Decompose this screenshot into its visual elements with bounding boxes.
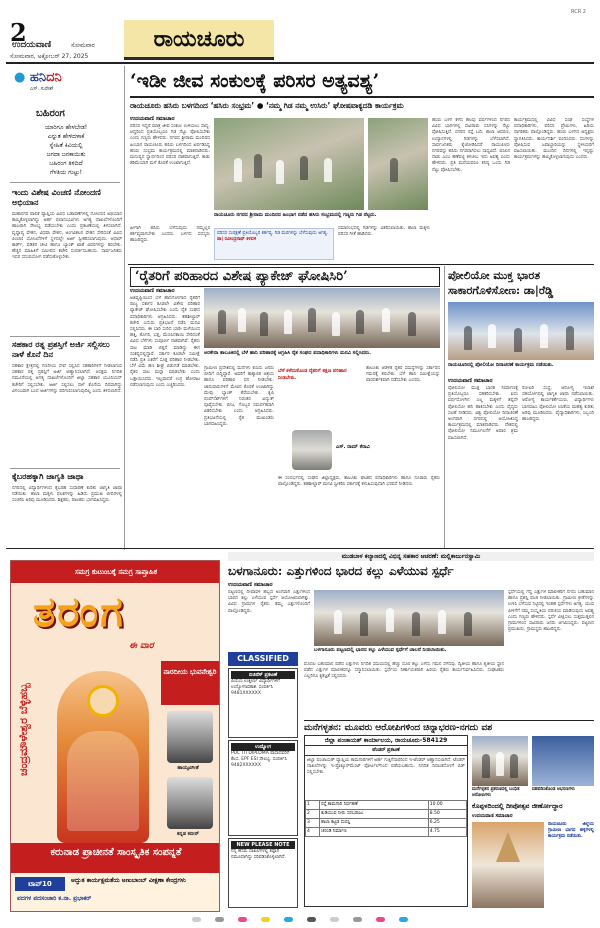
- person-figure: [540, 324, 548, 348]
- person-figure: [300, 156, 308, 180]
- person-figure: [276, 160, 284, 184]
- page-number: 2: [10, 18, 27, 47]
- classified-box-3: [228, 838, 298, 908]
- farmers-body-col1: ಅತಿವೃಷ್ಟಿಯಿಂದ ಬೆಳೆ ಹಾನಿಗೊಳಗಾದ ರೈತರಿಗೆ ರಾಜ್ಯ ಸರ್ಕಾರ ಕೂಡಲೇ ವಿಶೇಷ ಪರಿಹಾರ ಪ್ಯಾಕೇಜ್ ಘೋಷಿಸಬೇಕು ಎಂದು ರೈತ ಸಂಘದ ಪದಾಧಿಕಾರಿಗಳು ಆಗ್ರಹಿಸಿದರು. ತಹಶೀಲ್ದಾರ್ ಕಚೇರಿ ಎದುರು ಪ್ರತಿಭಟನೆ ನಡೆಸಿ ಮನವಿ ಸಲ್ಲಿಸಿದರು. ಈ ಬಾರಿ ಸುರಿದ ಭಾರೀ ಮಳೆಯಿಂದ ಹತ್ತಿ, ತೊಗರಿ, ಭತ್ತ, ಮೆಣಸಿನಕಾಯಿ ಸೇರಿದಂತೆ ವಿವಿಧ ಬೆಳೆಗಳು ಸಂಪೂರ್ಣ ನಾಶವಾಗಿವೆ. ರೈತರು ಸಾಲ ಮಾಡಿ ಬಿತ್ತನೆ ಮಾಡಿದ್ದು ಈಗ ಸಂಕಷ್ಟದಲ್ಲಿದ್ದಾರೆ. ಸರ್ಕಾರ ಕೂಡಲೇ ಸಮೀಕ್ಷೆ ನಡೆಸಿ ಪ್ರತಿ ಎಕರೆಗೆ ಸೂಕ್ತ ಪರಿಹಾರ ನೀಡಬೇಕು. ಬೆಳೆ ವಿಮೆ ಹಣ ಶೀಘ್ರ ಬಿಡುಗಡೆ ಮಾಡಬೇಕು. ರೈತರ ಸಾಲ ಮನ್ನಾ ಮಾಡಬೇಕು ಎಂದು ಒತ್ತಾಯಿಸಿದರು. ಇಲ್ಲವಾದರೆ ಉಗ್ರ ಹೋರಾಟ ನಡೆಸಲಾಗುವುದು ಎಂದು ಎಚ್ಚರಿಸಿದರು.: [130, 296, 200, 388]
- goddess-body-icon: [67, 731, 139, 831]
- section-masthead: ರಾಯಚೂರು: [124, 20, 274, 60]
- lead-photo: [214, 118, 364, 210]
- person-figure: [260, 312, 268, 336]
- person-figure: [332, 312, 340, 336]
- story-body: ಸಹಕಾರ ಕ್ಷೇತ್ರದಲ್ಲಿ ಗಣನೀಯ ಸೇವೆ ಸಲ್ಲಿಸಿದ ಸಹಕಾರಿಗಳಿಗೆ ನೀಡಲಾಗುವ ಸಹಕಾರ ರತ್ನ ಪ್ರಶಸ್ತಿಗೆ ಅರ್ಜಿ ಆಹ್ವಾನಿಸಲಾಗಿದೆ. ಆಸಕ್ತರು ನಿಗದಿತ ನಮೂನೆಯಲ್ಲಿ ಅಗತ್ಯ ದಾಖಲೆಗಳೊಂದಿಗೆ ಜಿಲ್ಲಾ ಸಹಕಾರ ಯೂನಿಯನ್ ಕಚೇರಿಗೆ ಸಲ್ಲಿಸಬೇಕು. ಅರ್ಜಿ ಸಲ್ಲಿಸಲು ನಾಳೆ ಕೊನೆಯ ದಿನವಾಗಿದ್ದು ವಿಳಂಬವಾಗಿ ಬಂದ ಅರ್ಜಿಗಳನ್ನು ಪರಿಗಣಿಸಲಾಗುವುದಿಲ್ಲ ಎಂದು ತಿಳಿಸಲಾಗಿದೆ.: [12, 364, 122, 394]
- right-box-text: ರಾಯಚೂರು ಜಿಲ್ಲೆಯ ಗ್ರಾಮೀಣ ಭಾಗದ ಹಳ್ಳಿಗಳಲ್ಲಿ ಕಾರ್ಯಕ್ರಮ ನಡೆಯಿತು.: [548, 822, 594, 840]
- registration-mark: [215, 917, 224, 922]
- header-rule: [6, 62, 594, 64]
- notice-row: [306, 819, 467, 828]
- divider: [10, 336, 120, 337]
- page-code: RCR 2: [571, 9, 586, 15]
- ad-author: ಪದಗಳ ಪದಸಂಚಾರಿ ಕ.ನಾ. ಪ್ರಭಾಕರ್: [17, 895, 92, 902]
- person-figure: [218, 310, 226, 334]
- farmers-quote: [278, 368, 358, 428]
- temple-byline: ಉದಯವಾಣಿ ಸಮಾಚಾರ: [472, 813, 513, 819]
- classified-box-2: [228, 740, 298, 836]
- person-figure: [308, 308, 316, 332]
- registration-mark: [238, 917, 247, 922]
- person-figure: [390, 158, 398, 182]
- registration-mark: [330, 917, 339, 922]
- person-figure: [510, 754, 518, 778]
- temple-headline: ಕೊಪ್ಪಳದಿಂದಲ್ಲಿ ದೀಪೋತ್ಸವ ಜೀರ್ಣೋದ್ಧಾರ: [472, 802, 563, 810]
- stone-kicker: ಮುಡಬಾಳ ಕಲ್ಯಾಣದಲ್ಲಿ ವಿಭಿನ್ನ ಸಹಕಾರ ಆಚರಣೆ: ಮಲ್ಲಿಕಾರ್ಜುನಸ್ವಾಮಿ: [228, 552, 594, 561]
- date-line: ಸೋಮವಾರ, ಅಕ್ಟೋಬರ್ 27, 2025: [10, 53, 89, 60]
- notice-cell: 2: [306, 810, 320, 819]
- honey-author: ಎಸ್. ಸುರೇಶ್: [30, 86, 54, 92]
- story-title-award: ಸಹಕಾರ ರತ್ನ ಪ್ರಶಸ್ತಿಗೆ ಅರ್ಜಿ ಸಲ್ಲಿಸಲು ನಾಳೆ ಕೊನೆ ದಿನ: [12, 340, 110, 359]
- ad-issue-text: ಅದ್ಭುತ ಕಾರ್ಯಕ್ಷಮತೆಯ ಅಣುಬಾಂಬ್ ವೀಕ್ಷಣಾ ಕೇಂದ್ರಗಳು: [71, 877, 186, 884]
- honey-logo-suffix: ದನಿ: [46, 70, 62, 85]
- theft-photo-accused: [472, 736, 528, 786]
- tarang-advertisement[interactable]: [10, 560, 220, 912]
- person-figure: [238, 308, 246, 332]
- person-figure: [488, 324, 496, 348]
- classified-box-1: [228, 668, 298, 738]
- person-figure: [566, 326, 574, 350]
- portrait-1-label: ಹಾಯ್ಕಟಿಗೀತೆ: [177, 765, 199, 771]
- lead-quote-author: ಡಾ| ರವೀಂದ್ರನಾಥ್ ಕಳವಳಿ: [217, 237, 257, 242]
- person-figure: [514, 328, 522, 352]
- notice-subtitle: ಟೆಂಡರ್ ಪ್ರಕಟಣೆ: [305, 746, 467, 756]
- farmers-quote-author: ಎಸ್. ರಾಮ್ ಕೆರಾವಿ: [336, 444, 370, 450]
- stone-body-col3: ಸ್ಪರ್ಧೆಯಲ್ಲಿ ಗೆದ್ದ ಎತ್ತುಗಳ ಮಾಲೀಕರಿಗೆ ನಗದು ಬಹುಮಾನ ಹಾಗೂ ಪ್ರಶಸ್ತಿ ಫಲಕ ನೀಡಲಾಯಿತು. ಗ್ರಾಮೀಣ ಕ್ರೀಡೆಗಳನ್ನು ಉಳಿಸಿ ಬೆಳೆಸುವ ನಿಟ್ಟಿನಲ್ಲಿ ಇಂತಹ ಸ್ಪರ್ಧೆಗಳು ಅಗತ್ಯ. ಯುವ ಪೀಳಿಗೆಗೆ ನಮ್ಮ ಸಂಸ್ಕೃತಿಯ ಪರಿಚಯ ಮಾಡಿಸುವುದು ಅವಶ್ಯ ಎಂದು ಗಣ್ಯರು ಹೇಳಿದರು. ಸ್ಪರ್ಧೆ ವೀಕ್ಷಿಸಲು ಸುತ್ತಮುತ್ತಲಿನ ಗ್ರಾಮಗಳಿಂದ ಸಾವಿರಾರು ಜನರು ಆಗಮಿಸಿದ್ದರು. ಪಟ್ಟಣದ ಪ್ರಮುಖರು, ಗ್ರಾಮಸ್ಥರು ಹಾಜರಿದ್ದರು.: [508, 590, 594, 633]
- person-figure: [482, 754, 490, 778]
- notice-cell: 3: [306, 819, 320, 828]
- classified-head: ಬಿಜಿನೆಸ್ ಪ್ರಕಟಣೆ: [231, 671, 295, 679]
- lead-photo-2: [368, 118, 428, 210]
- person-figure: [234, 158, 242, 182]
- notice-table: [305, 800, 467, 837]
- registration-mark: [307, 917, 316, 922]
- lead-body-col1b: ಹೀಗಾಗಿ ಹಸಿರು ಬೆಳೆಸುವುದು ನಮ್ಮೆಲ್ಲರ ಕರ್ತವ್ಯವಾಗಬೇಕು ಎಂದರು. ಬಳಗದ ಸದಸ್ಯರು ಹಾಜರಿದ್ದರು.: [130, 226, 210, 244]
- notice-cell: ಶಾಲಾ ಕಟ್ಟಡ ದುರಸ್ತಿ: [320, 819, 429, 828]
- notice-row: [306, 810, 467, 819]
- divider: [10, 468, 120, 469]
- honey-column-logo: [14, 70, 62, 85]
- theft-photo-caption-2: ಮನೆಗಳ್ಳತನ ಪ್ರಕರಣದಲ್ಲಿ ಬಂಧಿತ ಆರೋಪಿಗಳು: [472, 787, 520, 798]
- weekday: ಸೋಮವಾರ: [71, 42, 95, 49]
- farmers-body-col4: ಈ ಸಂದರ್ಭದಲ್ಲಿ ಸಂಘದ ಜಿಲ್ಲಾಧ್ಯಕ್ಷರು, ತಾಲೂಕು ಘಟಕದ ಪದಾಧಿಕಾರಿಗಳು ಹಾಗೂ ನೂರಾರು ರೈತರು ಪಾಲ್ಗೊಂಡಿದ್ದರು. ತಹಶೀಲ್ದಾರ್ ಮನವಿ ಸ್ವೀಕರಿಸಿ ಸರ್ಕಾರಕ್ಕೆ ಕಳುಹಿಸುವುದಾಗಿ ಭರವಸೆ ನೀಡಿದರು.: [278, 476, 440, 488]
- classified-text: ನನ್ನ ಹೆಸರು ದಾಖಲೆಗಳಲ್ಲಿ ತಪ್ಪಾಗಿ ನಮೂದಾಗಿದ್ದು ಸರಿಪಡಿಸಿಕೊಳ್ಳಲಾಗಿದೆ.: [231, 849, 286, 860]
- poem-text: ಯಾರಿಗೂ ಹೇಳಬೇಡ! ಎನ್ನುತ ಹೇಳಿದಳಾಕೆ ಸ್ನೇಹಿತೆ ಕಿವಿಯಲ್ಲಿ ಜಗದಾ ಜನಕಾಯಿತು ಬಹಿರಂಗ ತಿಳಿದಿದೆ ಗೆಳತಿಯ ಗುಟ್ಟು!: [44, 124, 88, 176]
- farmers-body-col2: ಗ್ರಾಮೀಣ ಪ್ರದೇಶದಲ್ಲಿ ಮನೆಗಳು ಕುಸಿದು ಜನರು ಬೀದಿಗೆ ಬಿದ್ದಿದ್ದಾರೆ. ಅವರಿಗೆ ತಾತ್ಕಾಲಿಕ ಆಶ್ರಯ ಹಾಗೂ ಪರಿಹಾರ ಧನ ನೀಡಬೇಕು. ಜಾನುವಾರುಗಳಿಗೆ ಮೇವಿನ ಕೊರತೆ ಉಂಟಾಗಿದ್ದು ಮೇವು ಬ್ಯಾಂಕ್ ತೆರೆಯಬೇಕು. ಕೃಷಿ ಪಂಪ್‌ಸೆಟ್‌ಗಳಿಗೆ ನಿರಂತರ ವಿದ್ಯುತ್ ಪೂರೈಸಬೇಕು. ಬೀಜ, ಗೊಬ್ಬರ ಸಮರ್ಪಕವಾಗಿ ವಿತರಿಸಬೇಕು ಎಂದು ಆಗ್ರಹಿಸಿದರು. ಪ್ರತಿಭಟನೆಯಲ್ಲಿ ರೈತ ಮುಖಂಡರು ಭಾಗವಹಿಸಿದ್ದರು.: [204, 366, 274, 427]
- stone-byline: ಉದಯವಾಣಿ ಸಮಾಚಾರ: [228, 582, 273, 588]
- notice-cell: 1: [306, 801, 320, 810]
- ad-bottom-band: ಕರುನಾಡ ಪ್ರಾಚೀನತೆ ಸಾಂಸ್ಕೃತಿಕ ಸಂಪನ್ನತೆ: [11, 843, 220, 873]
- person-figure: [382, 308, 390, 332]
- farmers-byline: ಉದಯವಾಣಿ ಸಮಾಚಾರ: [130, 288, 175, 294]
- person-figure: [464, 326, 472, 350]
- person-figure: [412, 612, 420, 636]
- lead-body-col3: ಹಸಿರು ಬಳಗ ಕಳೆದ ಹಲವು ವರ್ಷಗಳಿಂದ ನಗರದ ವಿವಿಧ ಭಾಗಗಳಲ್ಲಿ ಸಾವಿರಾರು ಸಸಿಗಳನ್ನು ನೆಟ್ಟು ಪೋಷಿಸುತ್ತಿದೆ. ನಗರದ ರಸ್ತೆ ಬದಿ, ಶಾಲಾ ಆವರಣ, ಉದ್ಯಾನಗಳಲ್ಲಿ ಗಿಡಗಳನ್ನು ಬೆಳೆಸಲಾಗಿದೆ. ಸಾರ್ವಜನಿಕರು ಕೈಜೋಡಿಸಿದರೆ ರಾಯಚೂರು ನಗರವನ್ನು ಹಸಿರು ನಗರವಾಗಿಸಲು ಸಾಧ್ಯವಿದೆ. ಬಿಸಿಲಿನ ನಾಡು ಎಂಬ ಹಣೆಪಟ್ಟಿ ಕಳಚಲು ಇದು ಅವಶ್ಯ ಎಂದು ಹೇಳಿದರು. ಪ್ರತಿ ಮನೆಯವರೂ ಕನಿಷ್ಠ ಒಂದು ಗಿಡ ನೆಟ್ಟು ಪೋಷಿಸಬೇಕು.: [432, 118, 510, 173]
- stone-body-col1: ಪಟ್ಟಣದಲ್ಲಿ ದೀಪಾವಳಿ ಹಬ್ಬದ ಅಂಗವಾಗಿ ಎತ್ತುಗಳಿಂದ ಭಾರದ ಕಲ್ಲು ಎಳೆಯುವ ಸ್ಪರ್ಧೆ ಆಯೋಜಿಸಲಾಗಿತ್ತು. ವಿವಿಧ ಗ್ರಾಮಗಳ ರೈತರು ತಮ್ಮ ಎತ್ತುಗಳೊಂದಿಗೆ ಪಾಲ್ಗೊಂಡಿದ್ದರು.: [228, 590, 310, 614]
- theft-headline: ಮನೆಗಳ್ಳತನ: ಮೂವರು ಆರೋಪಿಗಳಿಂದ ಚಿನ್ನಾಭರಣ-ನಗದು ವಶ: [304, 723, 493, 733]
- print-registration-marks: [0, 913, 600, 925]
- paper-name: ಉದಯವಾಣಿ: [12, 40, 52, 50]
- stone-body-col2: ಮೊದಲ ಬಹುಮಾನ ಪಡೆದ ಎತ್ತುಗಳು ನಿಗದಿತ ಸಮಯದಲ್ಲಿ ಹೆಚ್ಚು ದೂರ ಕಲ್ಲು ಎಳೆದು ಗಮನ ಸೆಳೆದವು. ದ್ವಿತೀಯ ಹಾಗೂ ತೃತೀಯ ಸ್ಥಾನ ಪಡೆದ ಎತ್ತುಗಳ ಮಾಲೀಕರನ್ನೂ ಸನ್ಮಾನಿಸಲಾಯಿತು. ಸ್ಪರ್ಧೆಯ ನಿರ್ಣಾಯಕರಾಗಿ ಹಿರಿಯ ರೈತರು ಕಾರ್ಯನಿರ್ವಹಿಸಿದರು. ಸಂಘಟಕರು ಎಲ್ಲರಿಗೂ ಕೃತಜ್ಞತೆ ಸಲ್ಲಿಸಿದರು.: [304, 662, 504, 680]
- tender-notice: [304, 735, 468, 907]
- theft-photo-caption-1: ವಶಪಡಿಸಿಕೊಂಡ ಆಭರಣಗಳು: [532, 787, 575, 792]
- polio-photo: [448, 302, 594, 360]
- goddess-face-icon: [87, 685, 119, 717]
- notice-cell: 4.75: [428, 828, 466, 837]
- person-figure: [356, 310, 364, 334]
- story-body: ನಗರದಲ್ಲಿ ವಿದ್ಯಾರ್ಥಿಗಳಿಂದ ಕೈಬರಹ ಸುಧಾರಣೆ ಕುರಿತು ಜಾಗೃತಿ ಜಾಥಾ ನಡೆಯಿತು. ಶಾಲಾ ಮಕ್ಕಳು ಫಲಕಗಳನ್ನು ಹಿಡಿದು ಪ್ರಮುಖ ಬೀದಿಗಳಲ್ಲಿ ಸಂಚರಿಸಿ ಅರಿವು ಮೂಡಿಸಿದರು. ಶಿಕ್ಷಕರು, ಪಾಲಕರು ಭಾಗವಹಿಸಿದ್ದರು.: [12, 486, 122, 504]
- goddess-illustration: [57, 671, 149, 843]
- section-rule: [304, 720, 594, 721]
- portrait-1: [167, 711, 213, 763]
- person-figure: [254, 154, 262, 178]
- poem-title: ಬಹಿರಂಗ: [36, 108, 65, 119]
- story-title-jatha: ಕೈಬರಹಕ್ಕಾಗಿ ಜಾಗೃತಿ ಜಾಥಾ: [12, 472, 84, 481]
- farmers-body-col3: ತಾಲೂಕು ಆಡಳಿತ ರೈತರ ಸಮಸ್ಯೆಗಳನ್ನು ಸರ್ಕಾರದ ಗಮನಕ್ಕೆ ತರಬೇಕು. ಬೆಳೆ ಹಾನಿ ಸಮೀಕ್ಷೆಯನ್ನು ಪಾರದರ್ಶಕವಾಗಿ ನಡೆಸಬೇಕು ಎಂದರು.: [366, 366, 440, 384]
- classified-label: CLASSIFIED: [228, 652, 298, 666]
- farmers-photo-caption: ಅರಕೇರಾ ತಾಲೂಕಿನಲ್ಲಿ ಬೆಳೆ ಹಾನಿ ಪರಿಹಾರಕ್ಕೆ ಆಗ್ರಹಿಸಿ ರೈತ ಸಂಘದ ಪದಾಧಿಕಾರಿಗಳು ಮನವಿ ಸಲ್ಲಿಸಿದರು.: [204, 350, 372, 356]
- classified-head: NEW PLEASE NOTE: [231, 841, 295, 849]
- column-divider: [444, 266, 445, 548]
- notice-cell: 10.00: [428, 801, 466, 810]
- polio-body-col2: ರೋಟರಿ ಸಂಸ್ಥೆ, ಆರೋಗ್ಯ ಇಲಾಖೆ ಸಹಯೋಗದಲ್ಲಿ ಜಾಗೃತಿ ಜಾಥಾ ನಡೆಸಲಾಯಿತು. ಆರೋಗ್ಯ ಕಾರ್ಯಕರ್ತೆಯರು, ವಿದ್ಯಾರ್ಥಿಗಳು ಭಾಗವಹಿಸಿ ಪೋಲಿಯೋ ಲಸಿಕೆಯ ಮಹತ್ವ ಕುರಿತು ಅರಿವು ಮೂಡಿಸಿದರು. ವೈದ್ಯಾಧಿಕಾರಿಗಳು, ಸಿಬ್ಬಂದಿ ಹಾಜರಿದ್ದರು.: [522, 386, 594, 423]
- column-divider: [124, 66, 125, 550]
- farmers-photo: [204, 288, 440, 348]
- person-figure: [464, 612, 472, 636]
- farmers-headline: ‘ರೈತರಿಗೆ ಪರಿಹಾರದ ವಿಶೇಷ ಪ್ಯಾಕೇಜ್ ಘೋಷಿಸಿರಿ’: [130, 267, 440, 287]
- ad-vertical-label: ಚಂದ್ರಮೌಳೇಶ್ವರ ಬೆಳ್ಳಿಹಬ್ಬ: [17, 683, 30, 776]
- lead-subhead: ರಾಯಚೂರು ಹಸಿರು ಬಳಗದಿಂದ ‘ಹಸಿರು ಸಂಭ್ರಮ’ ● ‘ನಮ್ಮ ಗಿಡ ನಮ್ಮ ಉಸಿರು’ ಘೋಷವಾಕ್ಯದಡಿ ಕಾರ್ಯಕ್ರಮ: [130, 101, 404, 110]
- polio-body-col1: ಪೋಲಿಯೋ ಮುಕ್ತ ಭಾರತ ನಿರ್ಮಾಣಕ್ಕೆ ಪ್ರತಿಯೊಬ್ಬರೂ ಸಹಕರಿಸಬೇಕು. ಐದು ವರ್ಷದೊಳಗಿನ ಎಲ್ಲ ಮಕ್ಕಳಿಗೆ ತಪ್ಪದೇ ಪೋಲಿಯೋ ಹನಿ ಹಾಕಿಸಬೇಕು ಎಂದು ವೈದ್ಯರು ಸಲಹೆ ನೀಡಿದರು. ವಿಶ್ವ ಪೋಲಿಯೋ ದಿನಾಚರಣೆ ಅಂಗವಾಗಿ ನಗರದಲ್ಲಿ ಆಯೋಜಿಸಿದ್ದ ಕಾರ್ಯಕ್ರಮದಲ್ಲಿ ಮಾತನಾಡಿದರು. ದೇಶದಲ್ಲಿ ಪೋಲಿಯೋ ನಿರ್ಮೂಲನೆಗೆ ಅಪಾರ ಶ್ರಮ ವಹಿಸಲಾಗಿದೆ.: [448, 386, 518, 441]
- person-figure: [438, 610, 446, 634]
- person-figure: [360, 612, 368, 636]
- person-figure: [496, 752, 504, 776]
- person-figure: [334, 610, 342, 634]
- temple-photo: [472, 822, 544, 908]
- polio-headline: ಪೋಲಿಯೋ ಮುಕ್ತ ಭಾರತ ಸಾಕಾರಗೊಳಿಸೋಣ: ಡಾ|ರೆಡ್ಡಿ: [448, 269, 554, 297]
- person-figure: [408, 312, 416, 336]
- registration-mark: [353, 917, 362, 922]
- section-rule: [128, 264, 594, 265]
- ad-side-title: ನಾರದೀಯ ಭುವನೇಶ್ವರಿ: [161, 661, 219, 705]
- registration-mark: [261, 917, 270, 922]
- registration-mark: [399, 917, 408, 922]
- theft-photo-jewels: [532, 736, 594, 786]
- stone-headline: ಬಳಗಾನೂರು: ಎತ್ತುಗಳಿಂದ ಭಾರದ ಕಲ್ಲು ಎಳೆಯುವ ಸ್ಪರ್ಧೆ: [228, 564, 454, 578]
- lead-byline: ಉದಯವಾಣಿ ಸಮಾಚಾರ: [130, 116, 175, 122]
- lead-body-col1: ಪರಿಸರ ಇದ್ದರೆ ಮಾತ್ರ ಜೀವ ಸಂಕುಲ ಉಳಿಯಲು ಸಾಧ್ಯ. ಆದ್ದರಿಂದ ಪ್ರತಿಯೊಬ್ಬರೂ ಗಿಡ ನೆಟ್ಟು ಪೋಷಿಸಬೇಕು ಎಂದು ಗಣ್ಯರು ಹೇಳಿದರು. ನಗರದ ಶ್ರೀರಾಮ ಮಂದಿರದ ಹಿಂಭಾಗ ರಾಯಚೂರು ಹಸಿರು ಬಳಗದಿಂದ ಏರ್ಪಡಿಸಿದ್ದ ಹಸಿರು ಸಂಭ್ರಮ ಕಾರ್ಯಕ್ರಮದಲ್ಲಿ ಮಾತನಾಡಿದರು. ಮನುಷ್ಯನ ಸ್ವಾರ್ಥದಿಂದ ಪರಿಸರ ನಾಶವಾಗುತ್ತಿದೆ. ಕಾಡು ಕಡಿಮೆಯಾಗಿ ಮಳೆ ಕೊರತೆ ಉಂಟಾಗುತ್ತಿದೆ.: [130, 124, 210, 167]
- person-figure: [324, 158, 332, 182]
- lead-body-col4: ಕಾರ್ಯಕ್ರಮದಲ್ಲಿ ವಿವಿಧ ಸಂಘ ಸಂಸ್ಥೆಗಳ ಪದಾಧಿಕಾರಿಗಳು, ಪರಿಸರ ಪ್ರೇಮಿಗಳು, ಹಿರಿಯ ನಾಗರಿಕರು ಪಾಲ್ಗೊಂಡಿದ್ದರು. ಹಸಿರು ಬಳಗದ ಅಧ್ಯಕ್ಷರು ಸ್ವಾಗತಿಸಿದರು. ಕಾರ್ಯದರ್ಶಿ ವಂದಿಸಿದರು. ಸಸಿಗಳನ್ನು ಪೋಷಿಸುವ ಜವಾಬ್ದಾರಿಯನ್ನು ಸ್ಥಳೀಯರಿಗೆ ವಹಿಸಲಾಯಿತು. ಮುಂದಿನ ದಿನಗಳಲ್ಲಿ ಇನ್ನಷ್ಟು ಕಾರ್ಯಕ್ರಮಗಳನ್ನು ಹಮ್ಮಿಕೊಳ್ಳಲಾಗುವುದು ಎಂದರು.: [514, 118, 594, 161]
- portrait-2-label: ಕನ್ನಡ ಕಬೀರ್: [177, 831, 199, 837]
- honey-logo-drop-icon: ●: [14, 70, 26, 85]
- notice-cell: 6.25: [428, 819, 466, 828]
- classified-text: PUC ITI DIPLOMA ಪಾಸಾದವರಿಗೆ ಕೆಲಸ. EPF ESI ಸೌಲಭ್ಯ. ಸಂಪರ್ಕಿಸಿ 9482XXXXXX: [231, 751, 290, 768]
- notice-row: [306, 801, 467, 810]
- headline-rule: [130, 96, 594, 98]
- story-title-pension: ಇಂದು ವಿಶೇಷ ವಿಂಚಣಿ ನೋಂದಣಿ ಅಭಿಯಾನ: [12, 188, 101, 207]
- polio-byline: ಉದಯವಾಣಿ ಸಮಾಚಾರ: [448, 378, 493, 384]
- registration-mark: [284, 917, 293, 922]
- notice-row: [306, 828, 467, 837]
- ad-logo: ತರಂಗ: [33, 587, 125, 636]
- section-rule: [6, 548, 594, 549]
- notice-title: ಜಿಲ್ಲಾ ಪಂಚಾಯತ್ ಕಾರ್ಯಾಲಯ, ರಾಯಚೂರು-584129: [305, 736, 467, 746]
- notice-cell: ಚರಂಡಿ ನಿರ್ಮಾಣ: [320, 828, 429, 837]
- registration-mark: [376, 917, 385, 922]
- registration-mark: [192, 917, 201, 922]
- lead-photo-caption: ರಾಯಚೂರು ನಗರದ ಶ್ರೀರಾಮ ಮಂದಿರದ ಹಿಂಭಾಗ ನಡೆದ ಹಸಿರು ಸಂಭ್ರಮದಲ್ಲಿ ಗಣ್ಯರು ಗಿಡ ನೆಟ್ಟರು.: [214, 212, 377, 218]
- honey-logo-prefix: ಹನಿ: [29, 70, 47, 85]
- farmers-quote-portrait: [292, 430, 332, 470]
- notice-cell: 4: [306, 828, 320, 837]
- classified-head: ಉದ್ಯೋಗ: [231, 743, 295, 751]
- ad-issue-badge: ಟಾಪ್10: [15, 877, 65, 891]
- person-figure: [284, 310, 292, 334]
- farmers-quote-text: ಬೆಳೆ ಕಳೆದುಕೊಂಡ ರೈತರಿಗೆ ತಕ್ಷಣ ಪರಿಹಾರ ನೀಡಬೇಕು.: [278, 368, 347, 381]
- notice-body: ಜಿಲ್ಲಾ ಪಂಚಾಯತ್ ವ್ಯಾಪ್ತಿಯ ಕಾಮಗಾರಿಗಳಿಗೆ ಅರ್ಹ ಗುತ್ತಿಗೆದಾರರಿಂದ ಇ-ಟೆಂಡರ್ ಆಹ್ವಾನಿಸಲಾಗಿದೆ. ಟೆಂಡರ್ ದಾಖಲೆಗಳನ್ನು ಇ-ಪ್ರೊಕ್ಯೂರ್‌ಮೆಂಟ್ ಪೋರ್ಟಲ್‌ನಿಂದ ಪಡೆಯಬಹುದು. ನಿಗದಿತ ದಿನಾಂಕದೊಳಗೆ ಬಿಡ್ ಸಲ್ಲಿಸಬೇಕು.: [307, 758, 465, 776]
- portrait-2: [167, 777, 213, 829]
- divider: [10, 182, 120, 183]
- notice-cell: 8.50: [428, 810, 466, 819]
- polio-photo-caption: ರಾಯಚೂರಿನಲ್ಲಿ ಪೋಲಿಯೋ ದಿನಾಚರಣೆ ಕಾರ್ಯಕ್ರಮ ನಡೆಯಿತು.: [448, 362, 554, 368]
- ad-logo-sub: ಈ ವಾರ: [129, 641, 154, 651]
- notice-cell: ಕುಡಿಯುವ ನೀರು ಸರಬರಾಜು: [320, 810, 429, 819]
- temple-tower-icon: [496, 832, 520, 862]
- lead-quote-text: ಪರಿಸರ ಸಂರಕ್ಷಣೆ ಪ್ರತಿಯೊಬ್ಬರ ಕರ್ತವ್ಯ. ಗಿಡ ಮರಗಳನ್ನು ಬೆಳೆಸುವುದು ಅಗತ್ಯ.: [217, 231, 329, 236]
- story-body: ಮಹಾನಗರ ಪಾಲಿಕೆ ವ್ಯಾಪ್ತಿಯ ವಿವಿಧ ಬಡಾವಣೆಗಳಲ್ಲಿ ನೋಂದಣಿ ಅಭಿಯಾನ ಹಮ್ಮಿಕೊಳ್ಳಲಾಗಿದ್ದು ಅರ್ಹ ಫಲಾನುಭವಿಗಳು ಅಗತ್ಯ ದಾಖಲೆಗಳೊಂದಿಗೆ ಹಾಜರಾಗಿ ಸೌಲಭ್ಯ ಪಡೆಯಬೇಕು ಎಂದು ಪ್ರಕಟಣೆಯಲ್ಲಿ ತಿಳಿಸಲಾಗಿದೆ. ವೃದ್ಧಾಪ್ಯ ವೇತನ, ವಿಧವಾ ವೇತನ, ಅಂಗವಿಕಲರ ವೇತನ ಸೇರಿದಂತೆ ವಿವಿಧ ಪಿಂಚಣಿ ಯೋಜನೆಗಳಿಗೆ ಸ್ಥಳದಲ್ಲೇ ಅರ್ಜಿ ಸ್ವೀಕರಿಸಲಾಗುವುದು. ಆಧಾರ್ ಕಾರ್ಡ್, ಪಡಿತರ ಚೀಟಿ ಹಾಗೂ ಬ್ಯಾಂಕ್ ಖಾತೆ ವಿವರಗಳನ್ನು ತರಬೇಕು. ಹೆಚ್ಚಿನ ಮಾಹಿತಿಗೆ ಸಮೀಪದ ಕಚೇರಿ ಸಂಪರ್ಕಿಸಬಹುದು. ಸಾರ್ವಜನಿಕರು ಇದರ ಸದುಪಯೋಗ ಪಡೆದುಕೊಳ್ಳಬೇಕು.: [12, 212, 122, 261]
- stone-photo-caption: ಬಳಗಾನೂರು ಪಟ್ಟಣದಲ್ಲಿ ಭಾರದ ಕಲ್ಲು ಎಳೆಯುವ ಸ್ಪರ್ಧೆಗೆ ಚಾಲನೆ ನೀಡಲಾಯಿತು.: [314, 647, 447, 653]
- person-figure: [386, 608, 394, 632]
- lead-quote: [214, 228, 334, 260]
- stone-photo: [314, 590, 504, 646]
- ad-top-band: ಸಮಗ್ರ ಕುಟುಂಬಕ್ಕೆ ಸಮಗ್ರ ಸಾಪ್ತಾಹಿಕ: [11, 561, 220, 583]
- classified-text: ಪಿಯುಸಿ ಉತ್ತೀರ್ಣ ವಿದ್ಯಾರ್ಥಿಗಳಿಗೆ ಉದ್ಯೋಗಾವಕಾಶ. ಸಂಪರ್ಕಿಸಿ 9481XXXXXX: [231, 679, 280, 696]
- lead-headline: ‘ಇಡೀ ಜೀವ ಸಂಕುಲಕ್ಕೆ ಪರಿಸರ ಅತ್ಯವಶ್ಯ’: [130, 70, 380, 92]
- lead-body-col2b: ಸಮಾರಂಭದಲ್ಲಿ ಗಿಡಗಳನ್ನು ವಿತರಿಸಲಾಯಿತು. ಶಾಲಾ ಮಕ್ಕಳು ಪರಿಸರ ಗೀತೆ ಹಾಡಿದರು.: [338, 226, 430, 238]
- notice-cell: ರಸ್ತೆ ಕಾಮಗಾರಿ ನಿರ್ವಹಣೆ: [320, 801, 429, 810]
